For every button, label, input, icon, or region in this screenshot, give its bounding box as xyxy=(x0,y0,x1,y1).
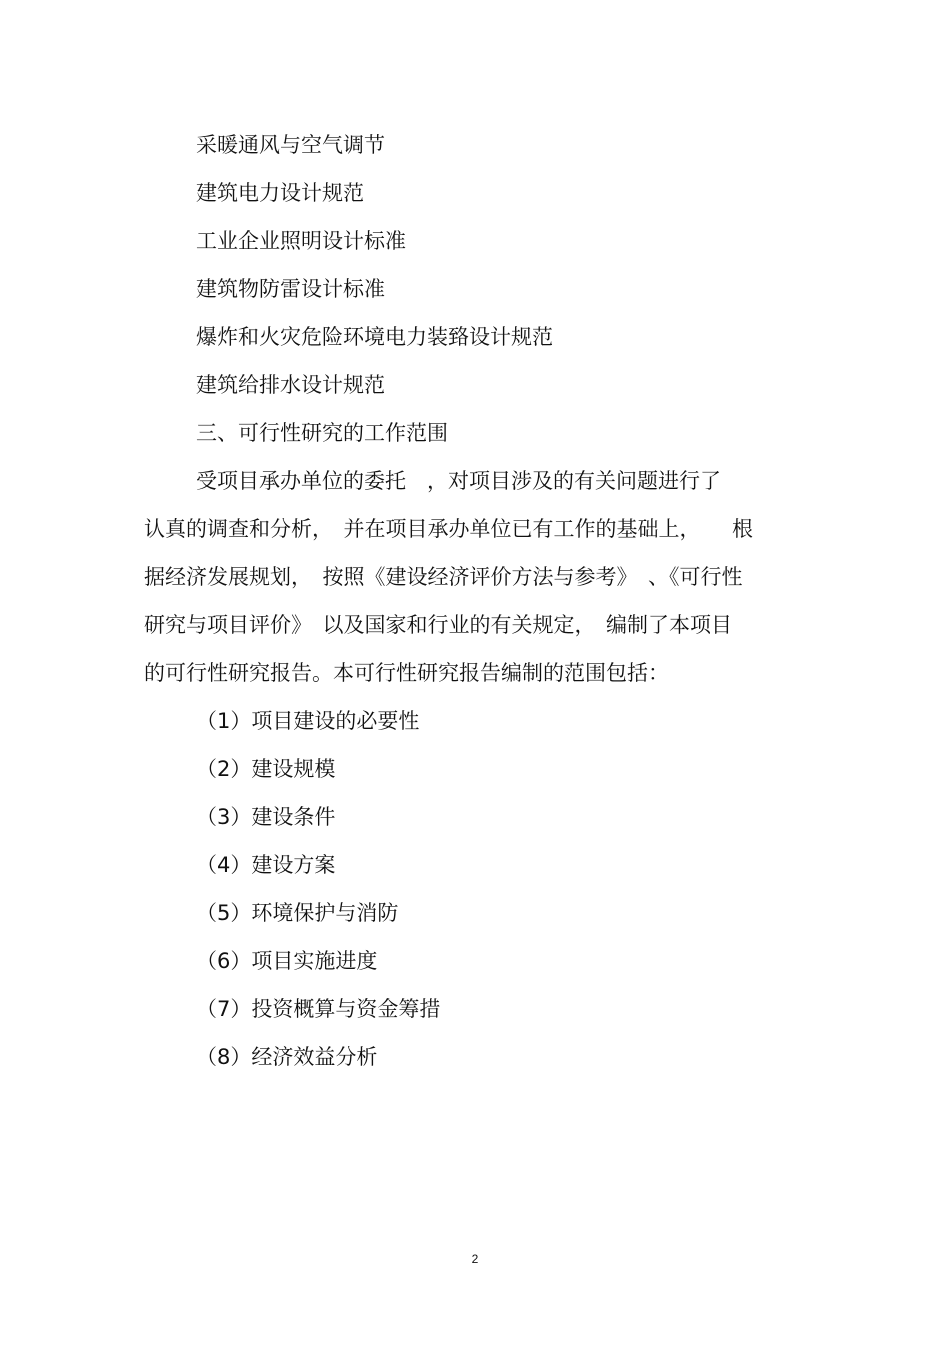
paragraph-line: 受项目承办单位的委托 ，对项目涉及的有关问题进行了 xyxy=(196,469,721,493)
paragraph-line: 认真的调查和分析， 并在项目承办单位已有工作的基础上， 根 xyxy=(144,517,753,541)
paragraph-line: 的可行性研究报告。本可行性研究报告编制的范围包括： xyxy=(144,661,669,685)
paragraph-line: 据经济发展规划， 按照《建设经济评价方法与参考》 、《可行性 xyxy=(144,565,743,589)
standard-item: 采暖通风与空气调节 xyxy=(196,133,385,157)
paragraph-line: 研究与项目评价》 以及国家和行业的有关规定， 编制了本项目 xyxy=(144,613,732,637)
scope-list-item: （3）建设条件 xyxy=(196,805,336,829)
scope-list-item: （8）经济效益分析 xyxy=(196,1045,378,1069)
scope-list-item: （6）项目实施进度 xyxy=(196,949,378,973)
page-number: 2 xyxy=(471,1252,479,1266)
scope-list-item: （5）环境保护与消防 xyxy=(196,901,399,925)
section-heading: 三、可行性研究的工作范围 xyxy=(196,421,448,445)
standard-item: 爆炸和火灾危险环境电力装臵设计规范 xyxy=(196,325,553,349)
scope-list-item: （7）投资概算与资金筹措 xyxy=(196,997,441,1021)
scope-list-item: （1）项目建设的必要性 xyxy=(196,709,420,733)
scope-list-item: （2）建设规模 xyxy=(196,757,336,781)
standard-item: 建筑物防雷设计标准 xyxy=(196,277,385,301)
scope-list-item: （4）建设方案 xyxy=(196,853,336,877)
standard-item: 建筑电力设计规范 xyxy=(196,181,364,205)
standard-item: 建筑给排水设计规范 xyxy=(196,373,385,397)
standard-item: 工业企业照明设计标准 xyxy=(196,229,406,253)
